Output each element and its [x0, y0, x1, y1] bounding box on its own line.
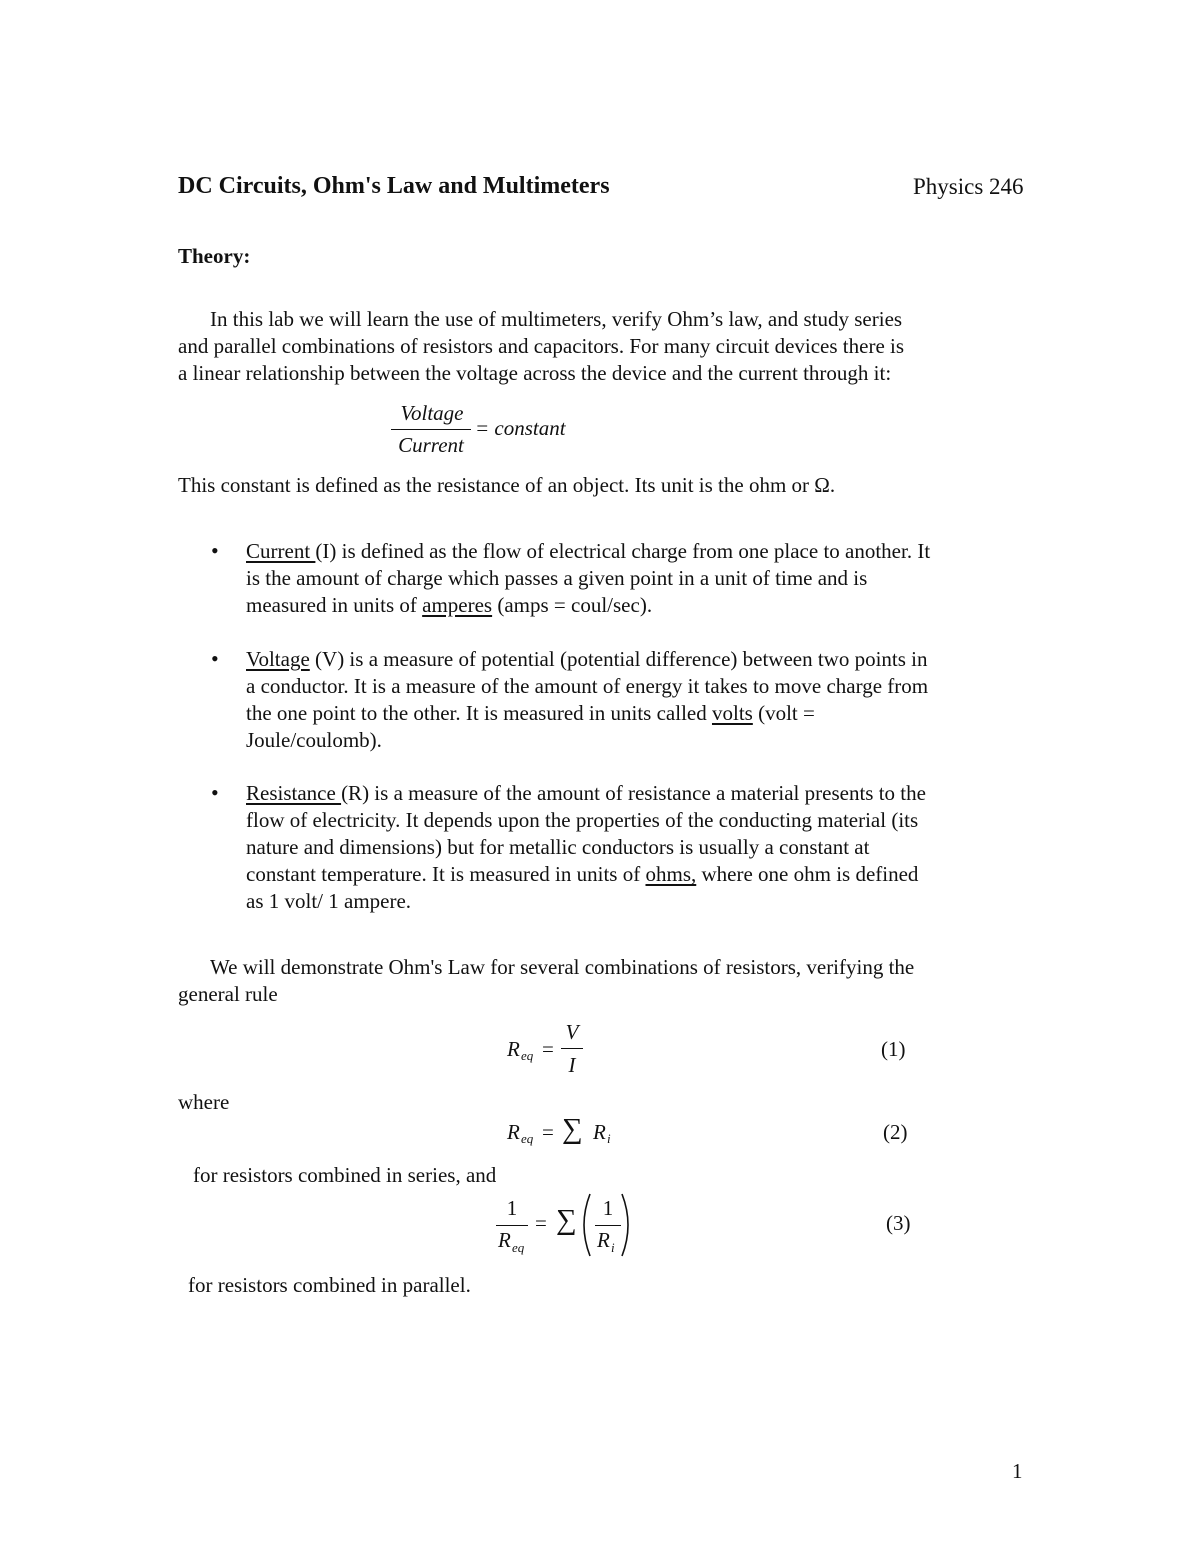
current-line-2: is the amount of charge which passes a given point in a unit of time and is	[246, 566, 868, 590]
eq2-rhs-R: R	[593, 1120, 606, 1144]
term-voltage: Voltage	[246, 647, 310, 671]
resistance-definition: This constant is defined as the resistance of an object. Its unit is the ohm or Ω.	[178, 473, 836, 497]
resistance-line-1: (R) is a measure of the amount of resistance a material presents to the	[341, 781, 926, 805]
eq1-number: (1)	[881, 1037, 906, 1061]
eq3-paren-numerator: 1	[602, 1196, 614, 1220]
eq0-fraction-bar	[391, 429, 471, 430]
eq1-denominator: I	[568, 1053, 576, 1077]
eq2-rhs-sub: i	[607, 1131, 611, 1146]
eq1-lhs-R: R	[507, 1037, 520, 1061]
voltage-line-3-post: (volt =	[752, 701, 815, 725]
term-resistance: Resistance	[246, 781, 342, 805]
eq2-lhs-sub: eq	[521, 1131, 534, 1146]
eq3-paren-den-R: R	[597, 1228, 610, 1252]
resistance-line-3: nature and dimensions) but for metallic conductors is usually a constant at	[246, 835, 870, 859]
demo-line-1: We will demonstrate Ohm's Law for several combinations of resistors, verifying the	[210, 955, 915, 979]
bullet-marker: •	[211, 538, 219, 563]
eq3-den-R: R	[498, 1228, 511, 1252]
voltage-line-4: Joule/coulomb).	[246, 728, 382, 752]
eq3-inner-fraction-bar	[595, 1225, 621, 1226]
eq3-equals: =	[535, 1211, 547, 1235]
term-current: Current	[246, 539, 316, 563]
eq3-numerator: 1	[506, 1196, 518, 1220]
resistance-line-5: as 1 volt/ 1 ampere.	[246, 889, 412, 913]
intro-line-3: a linear relationship between the voltage across the device and the current through it:	[178, 361, 892, 385]
page-number: 1	[1012, 1459, 1023, 1483]
voltage-line-3-pre: the one point to the other. It is measured in units called	[246, 701, 712, 725]
series-text: for resistors combined in series, and	[193, 1163, 497, 1187]
eq2-lhs-R: R	[507, 1120, 520, 1144]
eq0-numerator: Voltage	[400, 401, 464, 425]
resistance-line-4-post: where one ohm is defined	[696, 862, 919, 886]
eq3-paren-den-sub: i	[611, 1240, 615, 1255]
course-label: Physics 246	[913, 174, 1024, 199]
eq0-denominator: Current	[398, 433, 464, 457]
unit-volts: volts	[711, 701, 753, 725]
page-title: DC Circuits, Ohm's Law and Multimeters	[178, 173, 610, 199]
current-line-3-pre: measured in units of	[246, 593, 423, 617]
current-line-3-post: (amps = coul/sec).	[492, 593, 653, 617]
current-line-1: (I) is defined as the flow of electrical charge from one place to another. It	[315, 539, 931, 563]
eq3-den-sub: eq	[512, 1240, 525, 1255]
where-label: where	[178, 1090, 230, 1114]
resistance-line-4-pre: constant temperature. It is measured in units of	[246, 862, 646, 886]
unit-amperes: amperes	[422, 593, 493, 617]
sigma-icon: ∑	[556, 1204, 577, 1236]
intro-line-1: In this lab we will learn the use of multimeters, verify Ohm’s law, and study series	[210, 307, 903, 331]
eq1-lhs-sub: eq	[521, 1048, 534, 1063]
eq1-numerator: V	[565, 1020, 579, 1044]
intro-line-2: and parallel combinations of resistors and capacitors. For many circuit devices there is	[178, 334, 905, 358]
parallel-text: for resistors combined in parallel.	[188, 1273, 471, 1297]
eq2-equals: =	[542, 1120, 554, 1144]
theory-heading: Theory:	[178, 244, 251, 268]
eq1-fraction-bar	[561, 1048, 583, 1049]
bullet-marker: •	[211, 780, 219, 805]
demo-line-2: general rule	[178, 982, 278, 1006]
eq2-number: (2)	[883, 1120, 908, 1144]
eq3-fraction-bar	[496, 1225, 528, 1226]
bullet-marker: •	[211, 646, 219, 671]
sigma-icon: ∑	[562, 1113, 583, 1145]
eq3-number: (3)	[886, 1211, 911, 1235]
resistance-line-2: flow of electricity. It depends upon the properties of the conducting material (its	[246, 808, 919, 832]
voltage-line-1: (V) is a measure of potential (potential difference) between two points in	[309, 647, 928, 671]
eq1-equals: =	[542, 1037, 554, 1061]
voltage-line-2: a conductor. It is a measure of the amount of energy it takes to move charge from	[246, 674, 929, 698]
eq0-rhs: = constant	[475, 416, 566, 440]
unit-ohms: ohms,	[645, 862, 697, 886]
